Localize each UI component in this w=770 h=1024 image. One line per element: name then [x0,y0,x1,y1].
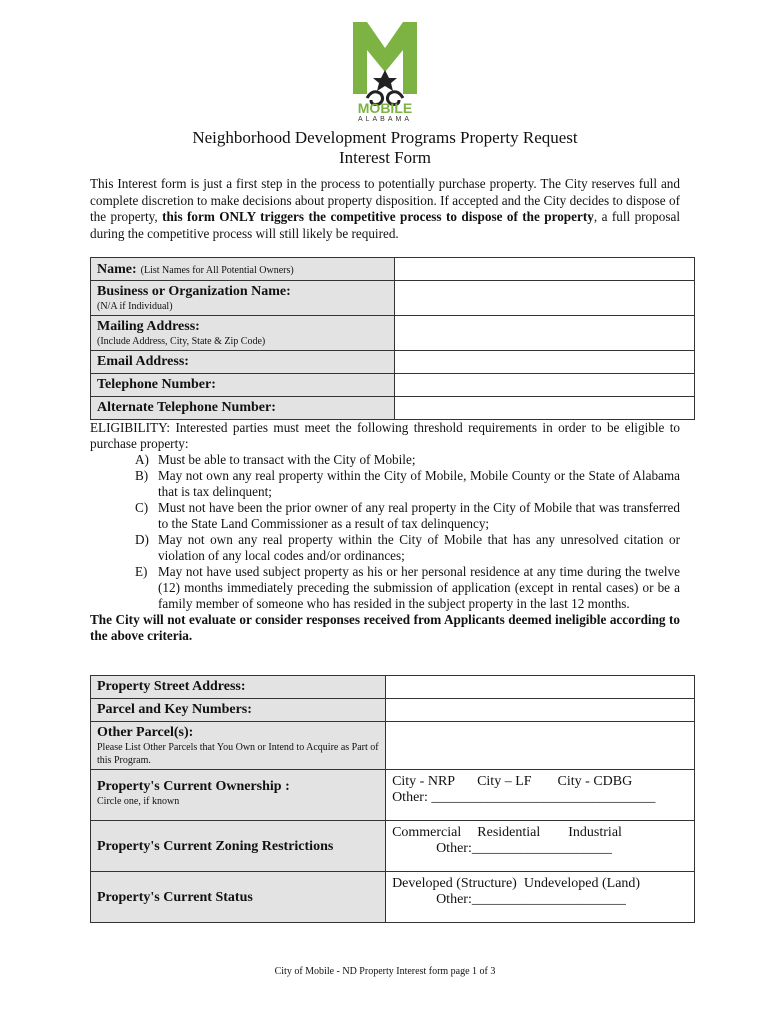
eligibility-lead-text: Interested parties must meet the following threshold requirements in order to be eligible to purchase property: [90,420,680,451]
street-address-label: Property Street Address: [97,679,246,694]
list-item [90,500,680,532]
mailing-note: (Include Address, City, State & Zip Code) [97,336,266,347]
list-item [90,452,680,468]
table-row [91,699,695,722]
table-row [91,281,695,316]
email-label-cell [91,351,395,374]
table-row [91,821,695,872]
status-options[interactable]: Developed (Structure) Undeveloped (Land) [392,876,641,891]
mailing-label: Mailing Address: [97,319,200,334]
logo-wordmark: MOBILE [357,100,413,116]
intro-text-1: This Interest form is just a first step in the process to potentially purchase property. The City reserves full and complete discretion to make decisions about property disposition. If accepted and the City decides to dispose of the property, [90,176,680,224]
ownership-option-nrp[interactable]: City - NRP [392,774,456,789]
zoning-option-industrial[interactable]: Industrial [568,825,622,840]
table-row [91,872,695,923]
title-line-1: Neighborhood Development Programs Property Request [192,128,578,147]
alt-telephone-label-cell [91,397,395,420]
mailing-label-cell [91,316,395,351]
intro-paragraph [90,176,680,242]
property-info-table [90,675,695,923]
eligibility-label: ELIGIBILITY: [90,420,171,435]
email-field[interactable] [394,351,694,374]
ownership-other-field[interactable]: Other: ________________________________ [392,790,656,805]
page-footer: City of Mobile - ND Property Interest form page 1 of 3 [274,966,496,977]
other-parcels-label: Other Parcel(s): [97,725,194,740]
applicant-info-table [90,257,695,420]
business-note: (N/A if Individual) [97,301,173,312]
status-label: Property's Current Status [97,889,253,905]
other-parcels-label-cell [91,722,386,770]
list-item-letter: A) [135,452,149,467]
zoning-option-residential[interactable]: Residential [477,825,541,840]
table-row [91,374,695,397]
name-note: (List Names for All Potential Owners) [140,265,294,276]
business-label: Business or Organization Name: [97,284,291,299]
table-row [91,722,695,770]
alt-telephone-field[interactable] [394,397,694,420]
table-row [91,397,695,420]
street-address-field[interactable] [386,676,695,699]
intro-bold-text: this form ONLY triggers the competitive process to dispose of the property [162,209,594,224]
telephone-label-cell [91,374,395,397]
eligibility-disclaimer: The City will not evaluate or consider responses received from Applicants deemed ineligible according to the above criteria. [90,612,680,643]
list-item [90,564,680,612]
table-row [91,316,695,351]
ownership-note: Circle one, if known [97,796,180,807]
list-item-text: May not own any real property within the City of Mobile that has any unresolved citation or violation of any local codes and/or ordinances; [158,532,680,563]
name-field[interactable] [394,258,694,281]
status-other-field[interactable]: Other:______________________ [436,892,626,907]
business-label-cell [91,281,395,316]
other-parcels-field[interactable] [386,722,695,770]
table-row [91,676,695,699]
business-field[interactable] [394,281,694,316]
name-label: Name: [97,262,137,277]
list-item [90,532,680,564]
eligibility-lead [90,420,680,452]
name-label-cell [91,258,395,281]
eligibility-section [90,420,680,644]
zoning-label-cell [91,821,386,872]
telephone-field[interactable] [394,374,694,397]
list-item-letter: C) [135,500,149,515]
list-item-text: May not have used subject property as his or her personal residence at any time during the twelve (12) months immediately preceding the submission of application (except in rental cases) or be a family member of someone who has resided in the subject property in the last 12 months. [158,564,680,611]
title-line-2: Interest Form [338,148,432,167]
intro-text-2: , a full proposal during the competitive process will still likely be required. [90,209,680,241]
table-row [91,351,695,374]
eligibility-list [90,452,680,612]
street-label-cell [91,676,386,699]
ownership-label-cell [91,770,386,821]
mailing-address-field[interactable] [394,316,694,351]
list-item-letter: D) [135,532,149,547]
parcel-key-field[interactable] [386,699,695,722]
ownership-label: Property's Current Ownership : [97,779,290,794]
telephone-label: Telephone Number: [97,377,216,392]
list-item-letter: B) [135,468,149,483]
zoning-options [392,825,688,841]
list-item-text: Must not have been the prior owner of any real property in the City of Mobile that was transferred to the State Land Commissioner as a result of tax delinquency; [158,500,680,531]
status-label-cell [91,872,386,923]
status-options-cell [386,872,695,923]
list-item [90,468,680,500]
table-row [91,258,695,281]
list-item-letter: E) [135,564,148,579]
parcel-label-cell [91,699,386,722]
logo-subtext: ALABAMA [357,116,413,123]
list-item-text: Must be able to transact with the City of Mobile; [158,452,416,467]
email-label: Email Address: [97,354,189,369]
form-title [90,128,680,168]
ownership-option-cdbg[interactable]: City - CDBG [557,774,633,789]
table-row [91,770,695,821]
ownership-options-cell [386,770,695,821]
zoning-label: Property's Current Zoning Restrictions [97,838,334,854]
zoning-options-cell [386,821,695,872]
parcel-key-label: Parcel and Key Numbers: [97,702,252,717]
ownership-option-lf[interactable]: City – LF [477,774,532,789]
list-item-text: May not own any real property within the City of Mobile, Mobile County or the State of Alabama that is tax delinquent; [158,468,680,499]
zoning-other-field[interactable]: Other:____________________ [436,841,612,856]
other-parcels-note: Please List Other Parcels that You Own or Intend to Acquire as Part of this Program. [97,742,379,766]
zoning-option-commercial[interactable]: Commercial [392,825,462,840]
ownership-options [392,774,688,790]
alt-telephone-label: Alternate Telephone Number: [97,400,276,415]
